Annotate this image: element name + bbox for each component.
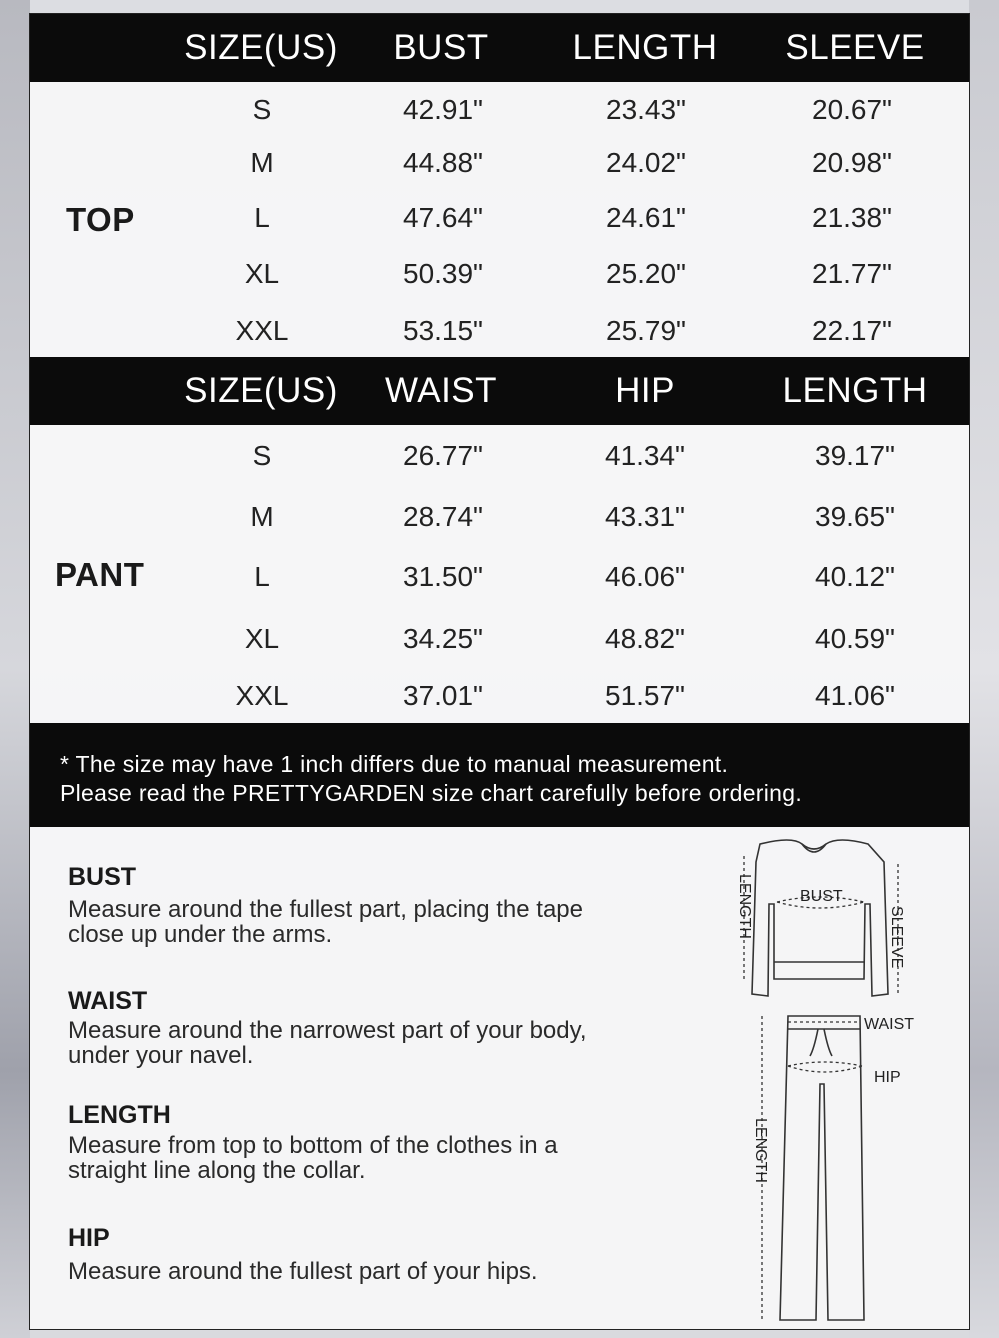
sleeve-cell: 20.67" (811, 94, 893, 125)
pants-drawstring (810, 1029, 832, 1056)
size-cell: XL (244, 623, 280, 654)
sleeve-cell: 21.38" (811, 202, 893, 233)
size-cell: M (250, 501, 274, 532)
waist-cell: 31.50" (402, 561, 484, 592)
sweatshirt-outline (752, 840, 888, 996)
definition-text-length: Measure from top to bottom of the clothes in a straight line along the collar. (68, 1132, 558, 1184)
definition-title-hip: HIP (68, 1224, 110, 1252)
note-line-2: Please read the PRETTYGARDEN size chart carefully before ordering. (60, 780, 803, 806)
note-line-1: * The size may have 1 inch differs due to manual measurement. (60, 751, 729, 777)
top-table-header (30, 14, 969, 82)
pants-outline (780, 1016, 864, 1320)
pant-table-header (30, 357, 969, 425)
sleeve-cell: 22.17" (811, 315, 893, 346)
definition-text-hip: Measure around the fullest part of your hips. (68, 1258, 538, 1285)
definition-title-waist: WAIST (68, 987, 148, 1015)
definition-text-bust: Measure around the fullest part, placing the tape close up under the arms. (68, 896, 583, 948)
size-cell: L (254, 561, 270, 592)
header-length: LENGTH (572, 28, 718, 67)
diagram-label-top-length: LENGTH (736, 874, 753, 939)
waist-cell: 26.77" (402, 440, 484, 471)
diagram-label-pant-length: LENGTH (752, 1118, 769, 1183)
diagram-label-sleeve: SLEEVE (888, 906, 905, 969)
bust-cell: 53.15" (402, 315, 484, 346)
size-cell: XL (244, 258, 280, 289)
hip-cell: 48.82" (604, 623, 686, 654)
length-cell: 40.59" (814, 623, 896, 654)
header-length: LENGTH (782, 371, 928, 410)
size-cell: L (254, 202, 270, 233)
length-cell: 24.61" (605, 202, 687, 233)
background-right-strip (969, 0, 999, 1338)
length-cell: 24.02" (605, 147, 687, 178)
header-hip: HIP (615, 371, 675, 410)
hip-cell: 43.31" (604, 501, 686, 532)
bust-cell: 42.91" (402, 94, 484, 125)
size-chart-card (29, 13, 970, 1330)
size-cell: M (250, 147, 274, 178)
measurement-note (30, 723, 969, 827)
garment-measurement-diagram (702, 834, 972, 1324)
size-cell: XXL (235, 315, 289, 346)
size-cell: XXL (235, 680, 289, 711)
header-size: SIZE(US) (184, 371, 338, 410)
bust-cell: 50.39" (402, 258, 484, 289)
waist-cell: 28.74" (402, 501, 484, 532)
definition-title-length: LENGTH (68, 1101, 171, 1129)
definition-title-bust: BUST (68, 863, 137, 891)
length-cell: 41.06" (814, 680, 896, 711)
hip-cell: 41.34" (604, 440, 686, 471)
sleeve-cell: 21.77" (811, 258, 893, 289)
header-size: SIZE(US) (184, 28, 338, 67)
hip-measure-line (788, 1066, 862, 1072)
header-sleeve: SLEEVE (785, 28, 925, 67)
length-cell: 40.12" (814, 561, 896, 592)
bust-cell: 44.88" (402, 147, 484, 178)
hip-cell: 46.06" (604, 561, 686, 592)
size-cell: S (252, 440, 272, 471)
header-bust: BUST (393, 28, 489, 67)
waist-cell: 34.25" (402, 623, 484, 654)
diagram-label-hip: HIP (874, 1069, 901, 1086)
length-cell: 23.43" (605, 94, 687, 125)
length-cell: 39.65" (814, 501, 896, 532)
pant-section-label: PANT (55, 556, 145, 593)
length-cell: 25.20" (605, 258, 687, 289)
diagram-label-bust: BUST (800, 888, 843, 905)
sleeve-cell: 20.98" (811, 147, 893, 178)
background-left-strip (0, 0, 30, 1338)
length-cell: 25.79" (605, 315, 687, 346)
size-cell: S (252, 94, 272, 125)
hip-cell: 51.57" (604, 680, 686, 711)
header-waist: WAIST (384, 371, 498, 410)
sweatshirt-collar (802, 844, 826, 852)
bust-cell: 47.64" (402, 202, 484, 233)
hip-measure-line-back (788, 1062, 862, 1066)
definition-text-waist: Measure around the narrowest part of your body, under your navel. (68, 1017, 587, 1069)
diagram-label-waist: WAIST (864, 1016, 915, 1033)
top-section-label: TOP (66, 201, 135, 238)
length-cell: 39.17" (814, 440, 896, 471)
waist-cell: 37.01" (402, 680, 484, 711)
